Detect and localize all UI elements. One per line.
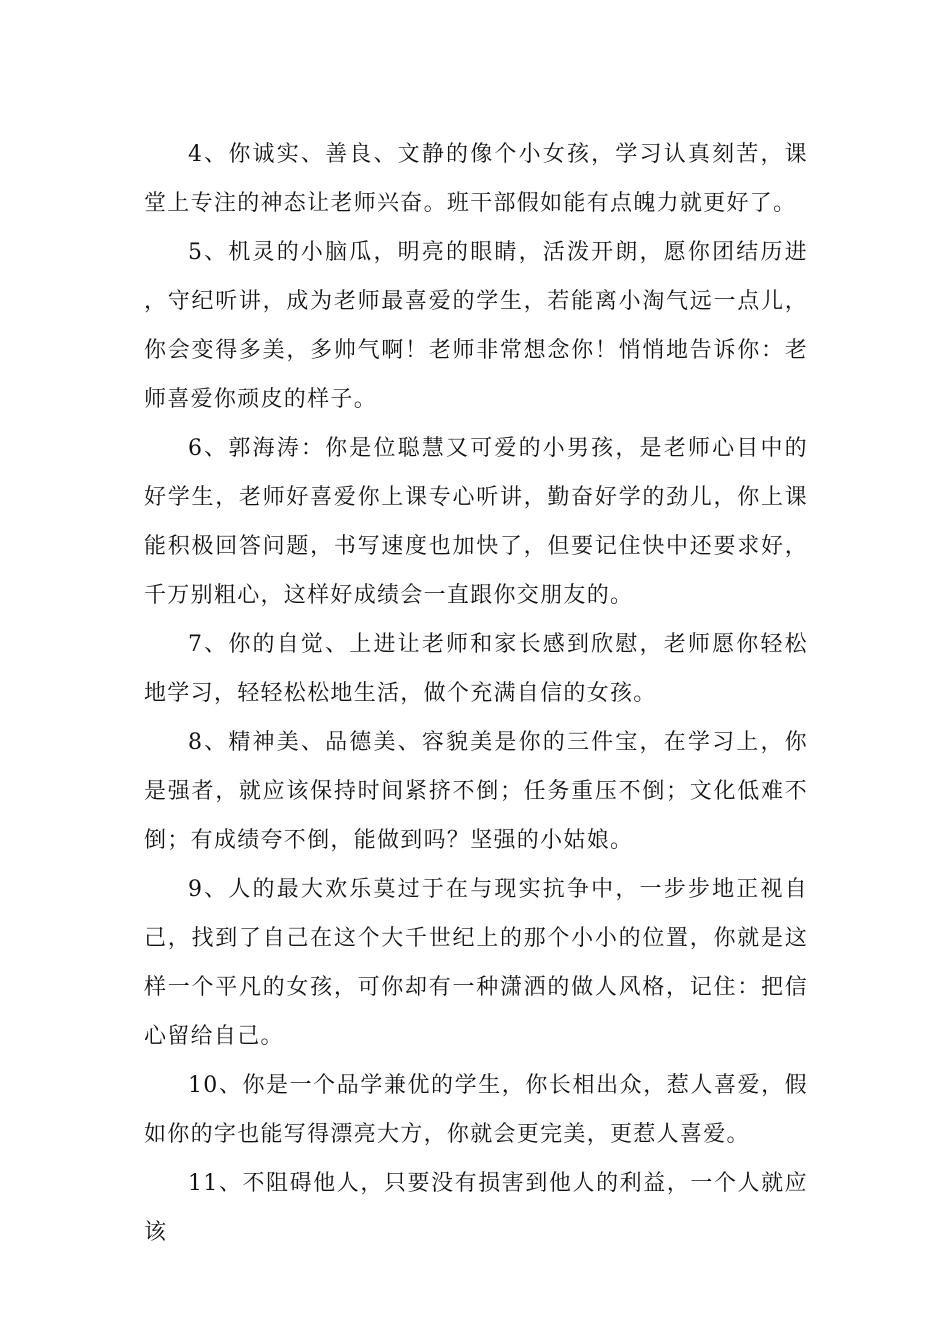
paragraph-5: 5、机灵的小脑瓜，明亮的眼睛，活泼开朗，愿你团结历进，守纪听讲，成为老师最喜爱的学生，若能离小淘气远一点儿，你会变得多美，多帅气啊！老师非常想念你！悄悄地告诉你：老师喜爱你顽皮的样子。 bbox=[144, 240, 808, 412]
paragraph-7: 7、你的自觉、上进让老师和家长感到欣慰，老师愿你轻松地学习，轻轻松松地生活，做个充满自信的女孩。 bbox=[144, 632, 808, 706]
paragraph-10: 10、你是一个品学兼优的学生，你长相出众，惹人喜爱，假如你的字也能写得漂亮大方，你就会更完美，更惹人喜爱。 bbox=[144, 1073, 808, 1147]
paragraph-6: 6、郭海涛：你是位聪慧又可爱的小男孩，是老师心目中的好学生，老师好喜爱你上课专心听讲，勤奋好学的劲儿，你上课能积极回答问题，书写速度也加快了，但要记住快中还要求好，千万别粗心，这样好成绩会一直跟你交朋友的。 bbox=[144, 436, 808, 608]
paragraph-9: 9、人的最大欢乐莫过于在与现实抗争中，一步步地正视自己，找到了自己在这个大千世纪上的那个小小的位置，你就是这样一个平凡的女孩，可你却有一种潇洒的做人风格，记住：把信心留给自己。 bbox=[144, 877, 808, 1049]
paragraph-8: 8、精神美、品德美、容貌美是你的三件宝，在学习上，你是强者，就应该保持时间紧挤不倒；任务重压不倒；文化低难不倒；有成绩夸不倒，能做到吗？坚强的小姑娘。 bbox=[144, 730, 808, 853]
paragraph-11: 11、不阻碍他人，只要没有损害到他人的利益，一个人就应该 bbox=[144, 1171, 808, 1245]
paragraph-4: 4、你诚实、善良、文静的像个小女孩，学习认真刻苦，课堂上专注的神态让老师兴奋。班干部假如能有点魄力就更好了。 bbox=[144, 142, 808, 216]
document-page bbox=[144, 130, 808, 1257]
